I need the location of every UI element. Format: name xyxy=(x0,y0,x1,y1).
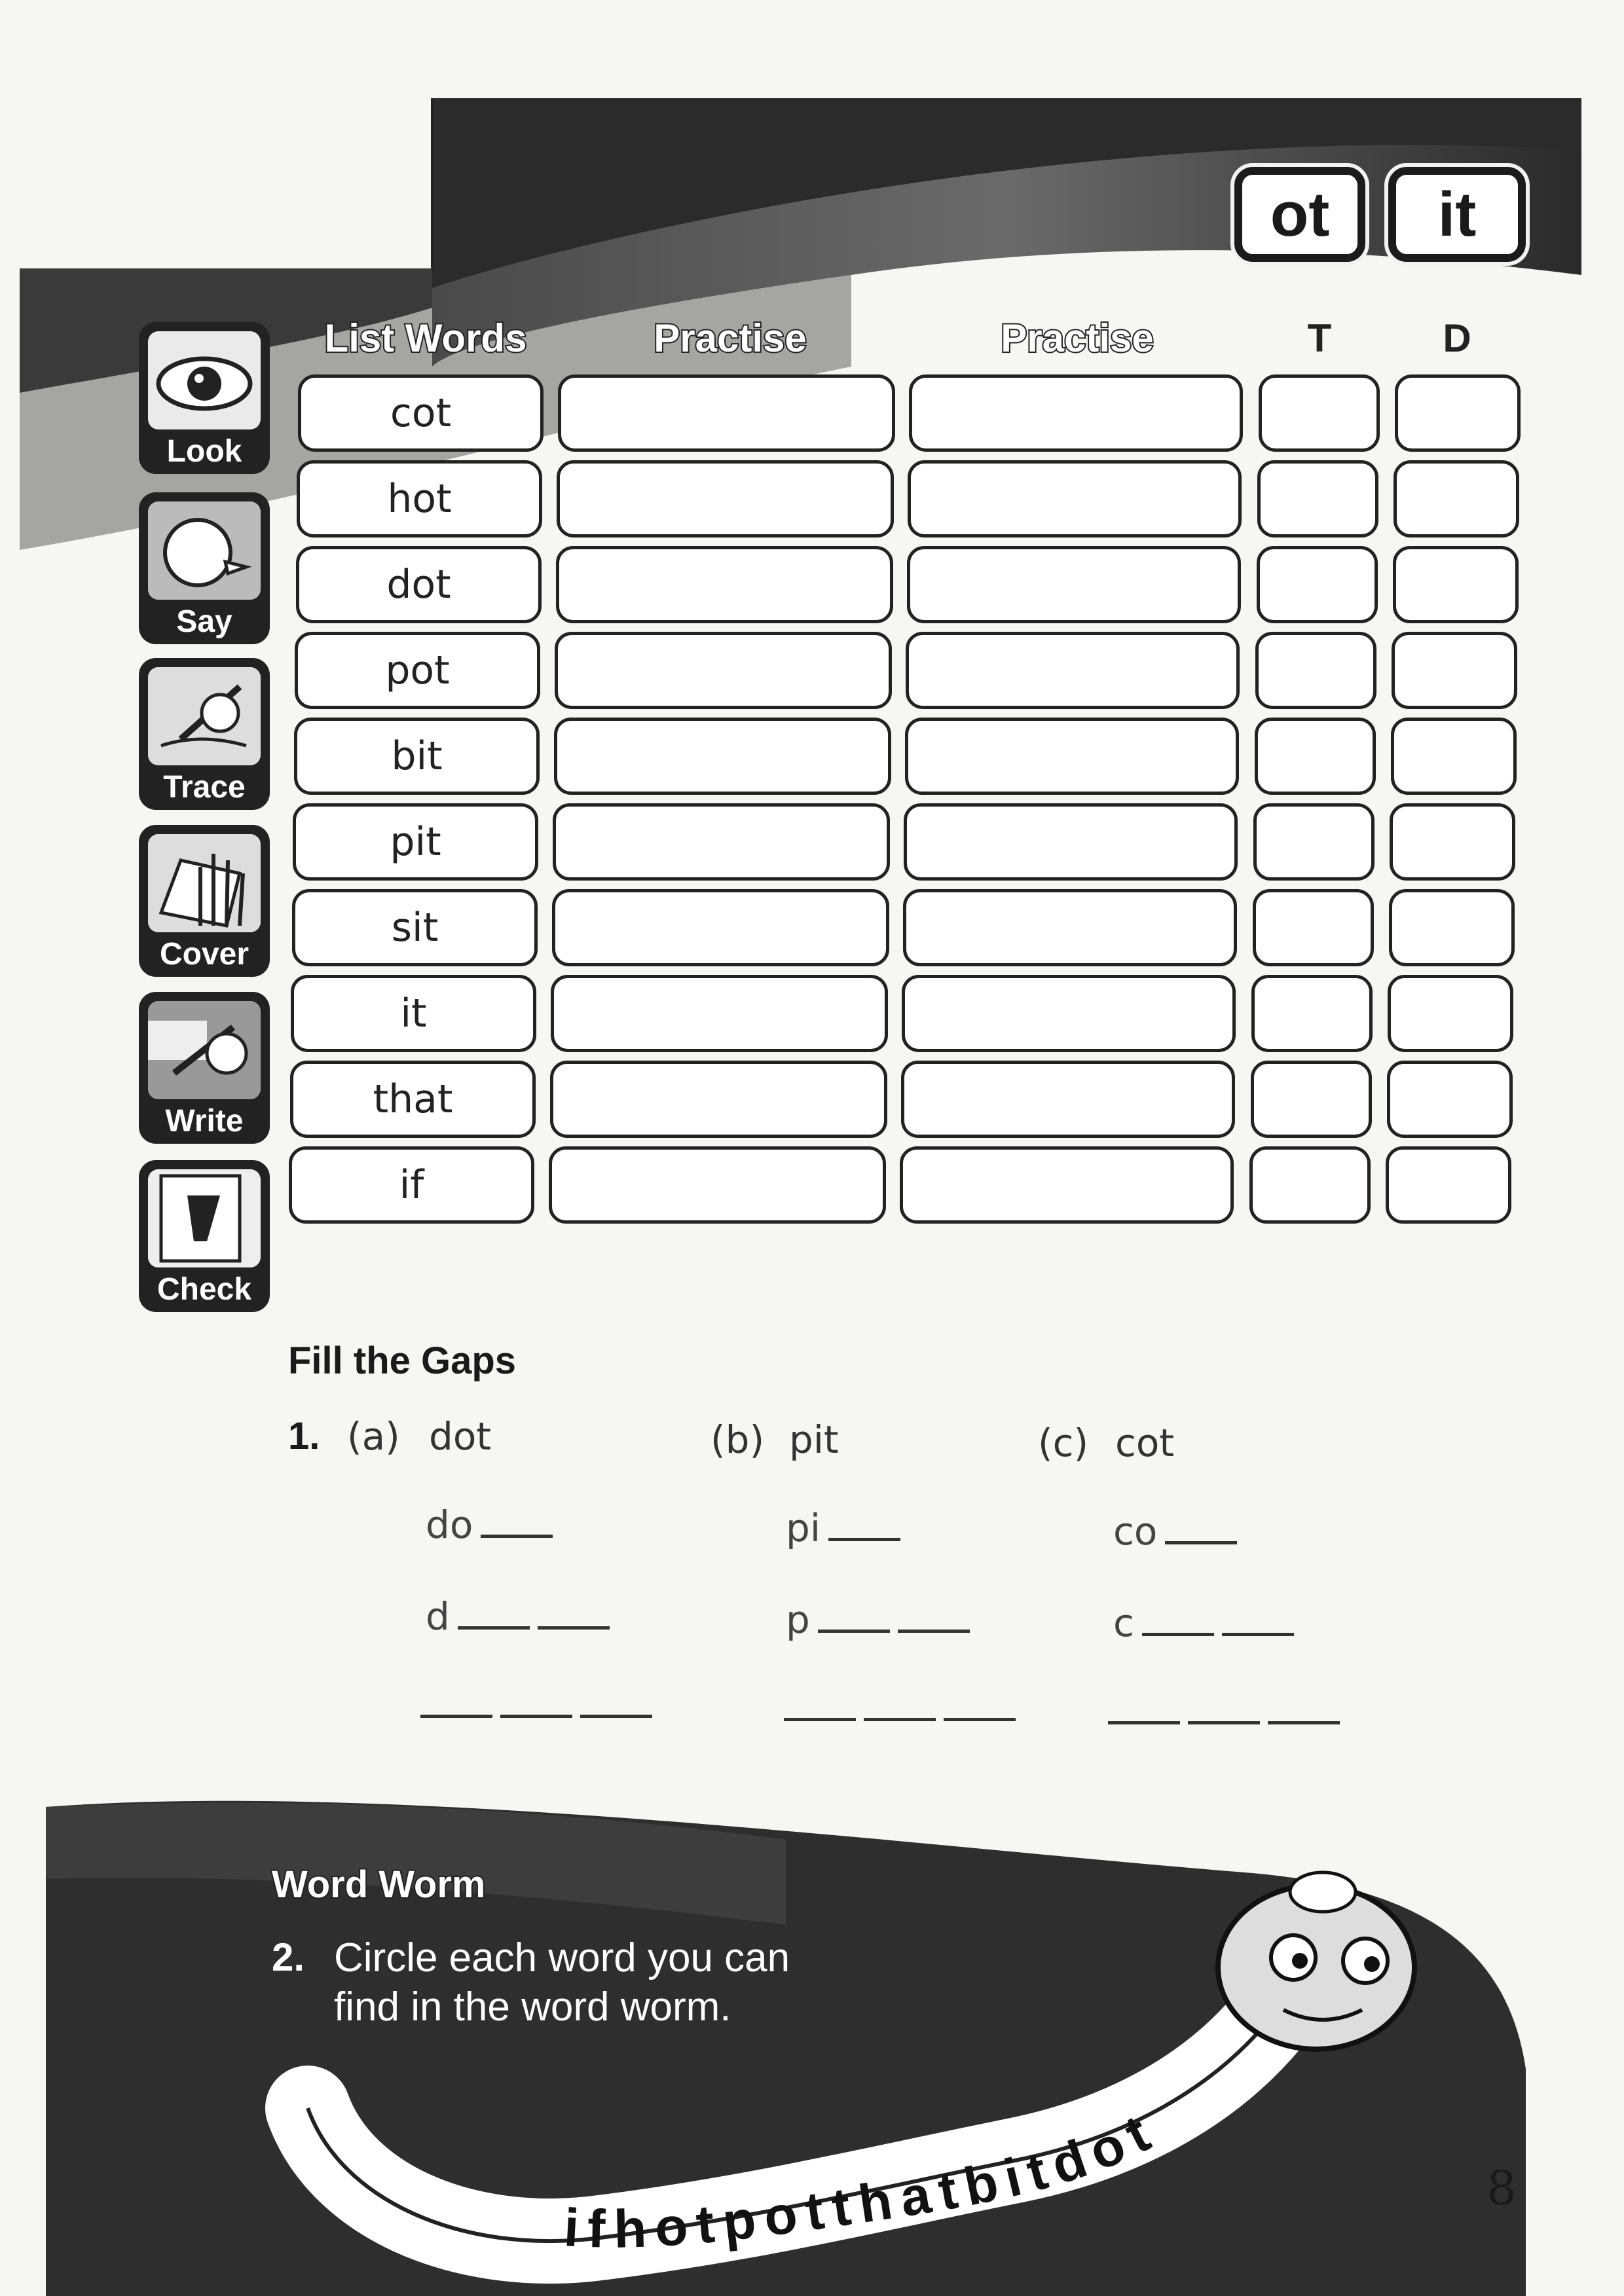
col-c-label: (c) xyxy=(1038,1421,1089,1465)
list-word: that xyxy=(373,1076,453,1122)
step-cover-label: Cover xyxy=(159,937,249,972)
list-word: dot xyxy=(386,562,451,608)
question-2-number: 2. xyxy=(272,1935,305,1979)
word-worm-title: Word Worm xyxy=(272,1863,486,1906)
worm-letters[interactable]: ifhotpotthatbitdot xyxy=(562,2100,1168,2259)
list-word: pot xyxy=(385,647,450,693)
header-d: D xyxy=(1443,316,1471,360)
step-trace-label: Trace xyxy=(163,770,246,805)
col-a-word: dot xyxy=(429,1414,492,1459)
fill-gaps-title: Fill the Gaps xyxy=(288,1339,517,1382)
step-check-label: Check xyxy=(157,1272,252,1307)
worm-instruction-line-1: Circle each word you can xyxy=(334,1935,790,1980)
gap-b-1-prefix: pi xyxy=(786,1506,821,1550)
list-word: bit xyxy=(391,733,443,779)
gap-c-1-prefix: co xyxy=(1113,1509,1158,1554)
header-practise-2: Practise xyxy=(1001,316,1154,360)
gap-b-2-prefix: p xyxy=(786,1597,810,1642)
col-b-label: (b) xyxy=(710,1417,765,1462)
header-list-words: List Words xyxy=(324,316,527,360)
step-say-label: Say xyxy=(176,604,232,639)
sound-ot-label: ot xyxy=(1270,179,1330,249)
question-1-number: 1. xyxy=(288,1415,320,1457)
list-word: hot xyxy=(387,476,452,522)
list-word: if xyxy=(399,1162,424,1208)
header-t: T xyxy=(1307,316,1332,360)
header-practise-1: Practise xyxy=(654,316,807,360)
gap-a-1-prefix: do xyxy=(426,1503,473,1547)
col-b-word: pit xyxy=(789,1417,839,1462)
step-look-label: Look xyxy=(166,434,242,469)
page-number: 8 xyxy=(1486,2160,1517,2215)
gap-c-2-prefix: c xyxy=(1113,1601,1134,1645)
list-word: cot xyxy=(390,390,452,436)
list-word: sit xyxy=(391,905,439,951)
step-write-label: Write xyxy=(165,1104,244,1139)
gap-a-2-prefix: d xyxy=(426,1594,450,1639)
list-word: pit xyxy=(390,819,441,865)
worm-instruction-line-2: find in the word worm. xyxy=(334,1984,731,2030)
col-c-word: cot xyxy=(1115,1421,1175,1465)
sound-it-label: it xyxy=(1437,179,1477,249)
list-word: it xyxy=(400,991,427,1036)
svg-text:ifhotpotthatbitdot xyxy=(563,2100,1167,2259)
col-a-label: (a) xyxy=(347,1414,400,1459)
